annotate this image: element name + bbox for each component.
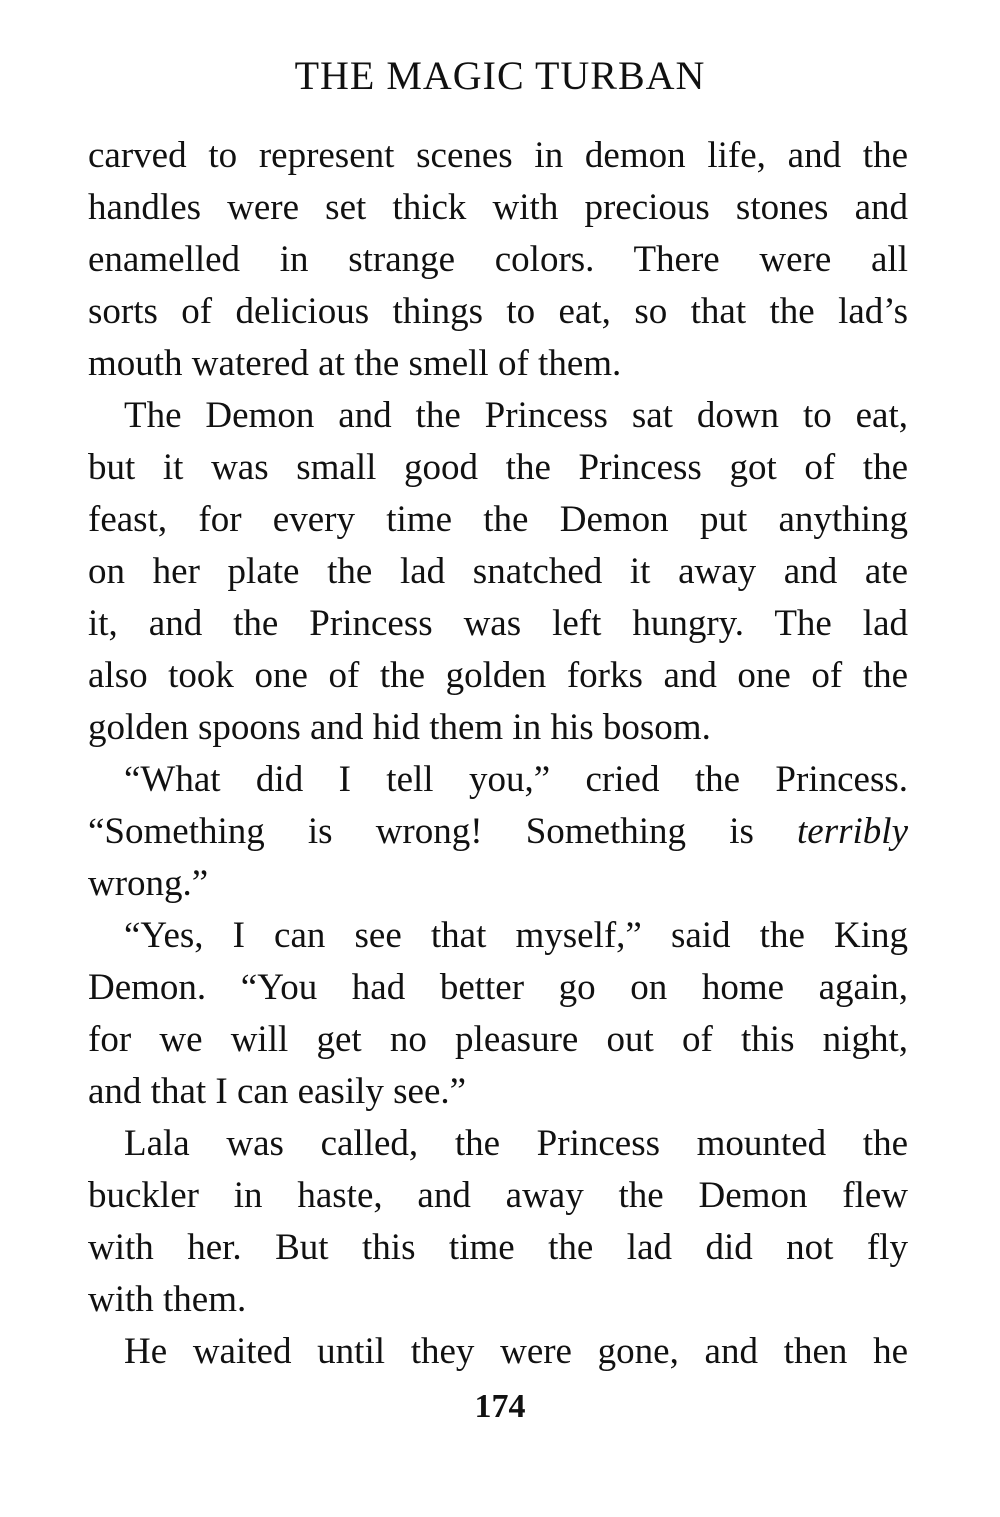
text-line: carved to represent scenes in demon life, and the bbox=[88, 135, 908, 176]
paragraph-5 bbox=[88, 1118, 908, 1326]
text-line: sorts of delicious things to eat, so that the lad’s bbox=[88, 291, 908, 332]
text-segment: “Something is wrong! Something is bbox=[88, 811, 754, 852]
text-line: handles were set thick with precious stones and bbox=[88, 187, 908, 228]
text-line: buckler in haste, and away the Demon flew bbox=[88, 1175, 908, 1216]
paragraph-1 bbox=[88, 130, 908, 390]
paragraph-4 bbox=[88, 910, 908, 1118]
text-line: with her. But this time the lad did not fly bbox=[88, 1227, 908, 1268]
text-line: it, and the Princess was left hungry. The lad bbox=[88, 603, 908, 644]
text-line: also took one of the golden forks and one of the bbox=[88, 655, 908, 696]
text-line: Demon. “You had better go on home again, bbox=[88, 967, 908, 1008]
text-line: enamelled in strange colors. There were all bbox=[88, 239, 908, 280]
text-line: feast, for every time the Demon put anything bbox=[88, 499, 908, 540]
page-number: 174 bbox=[474, 1388, 526, 1425]
text-line: golden spoons and hid them in his bosom. bbox=[88, 707, 711, 748]
text-line: The Demon and the Princess sat down to eat, bbox=[124, 395, 908, 436]
italic-word: terribly bbox=[797, 811, 908, 852]
text-line: on her plate the lad snatched it away and ate bbox=[88, 551, 908, 592]
running-head: THE MAGIC TURBAN bbox=[294, 53, 706, 98]
text-line: “What did I tell you,” cried the Princess. bbox=[124, 759, 908, 800]
text-line: and that I can easily see.” bbox=[88, 1071, 467, 1112]
text-line-with-italic bbox=[88, 806, 908, 858]
body-text bbox=[88, 130, 908, 1378]
text-line: but it was small good the Princess got of the bbox=[88, 447, 908, 488]
paragraph-3 bbox=[88, 754, 908, 910]
paragraph-2 bbox=[88, 390, 908, 754]
text-line: wrong.” bbox=[88, 863, 209, 904]
text-line: for we will get no pleasure out of this night, bbox=[88, 1019, 908, 1060]
text-line: Lala was called, the Princess mounted the bbox=[124, 1123, 908, 1164]
text-line: “Yes, I can see that myself,” said the King bbox=[124, 915, 908, 956]
text-line: with them. bbox=[88, 1279, 247, 1320]
paragraph-6 bbox=[88, 1326, 908, 1378]
text-line: He waited until they were gone, and then he bbox=[124, 1331, 908, 1372]
text-line: mouth watered at the smell of them. bbox=[88, 343, 622, 384]
